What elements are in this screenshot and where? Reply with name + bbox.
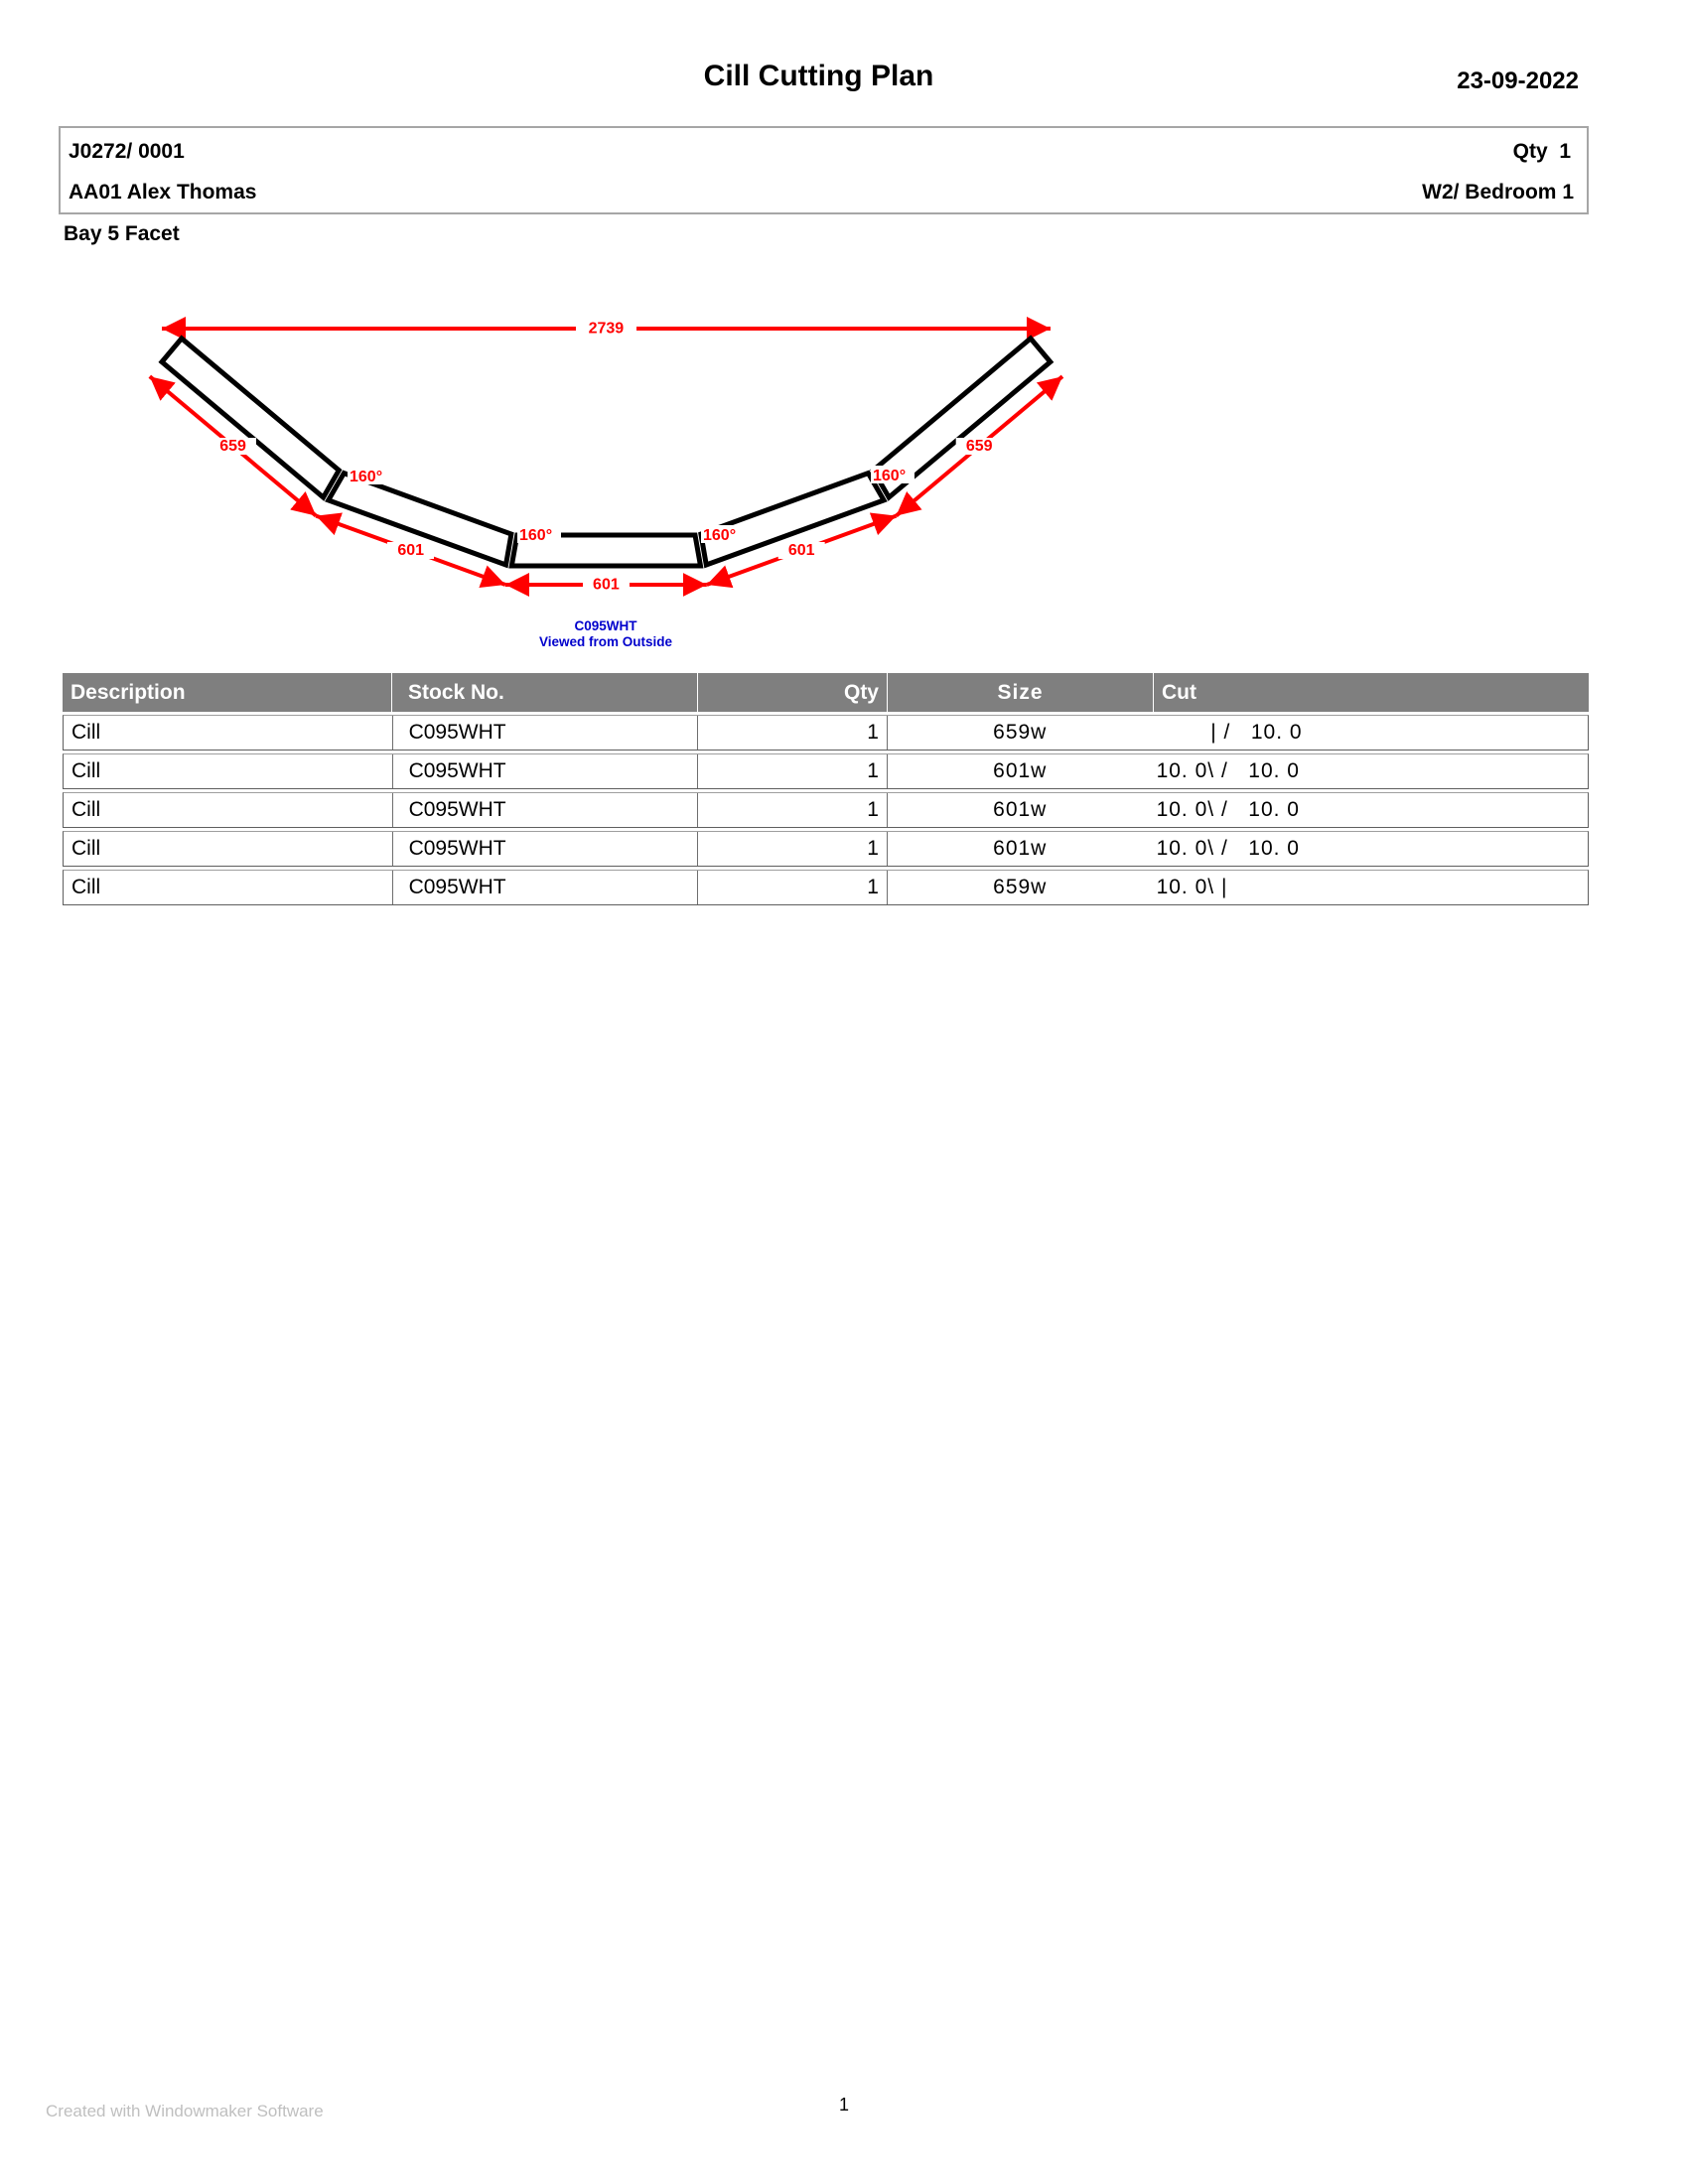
table-row [63, 715, 1589, 751]
table-row [63, 870, 1589, 905]
page-title: Cill Cutting Plan [703, 60, 934, 92]
cell-stock-no: C095WHT [392, 754, 698, 788]
dimension-label-seg2: 601 [397, 541, 425, 559]
cell-cut: 10. 0\ / 10. 0 [1156, 798, 1300, 821]
angle-label-2: 160° [519, 527, 553, 544]
column-header-size: Size [887, 673, 1153, 712]
cell-qty: 1 [697, 754, 887, 788]
cell-stock-no: C095WHT [392, 871, 698, 904]
cell-qty: 1 [697, 793, 887, 827]
job-item-name: AA01 Alex Thomas [69, 181, 257, 204]
cell-stock-no: C095WHT [392, 793, 698, 827]
software-credit: Created with Windowmaker Software [46, 2102, 324, 2120]
cell-size: 601w [887, 832, 1153, 866]
cell-description: Cill [71, 721, 101, 744]
cell-description: Cill [71, 876, 101, 898]
dimension-label-seg3: 601 [593, 576, 620, 594]
cell-cut: 10. 0\ / 10. 0 [1156, 837, 1300, 860]
dimension-label-seg1: 659 [219, 437, 246, 455]
cill-drawing [0, 0, 1192, 675]
drawing-note [539, 618, 673, 649]
job-info-box [59, 126, 1589, 214]
cell-cut: | / 10. 0 [1156, 721, 1303, 744]
angle-label-4: 160° [873, 468, 907, 484]
dimension-label-overall: 2739 [588, 320, 625, 338]
cell-description: Cill [71, 837, 101, 860]
cell-stock-no: C095WHT [392, 832, 698, 866]
job-reference: J0272/ 0001 [69, 140, 185, 163]
bay-type-label: Bay 5 Facet [64, 222, 180, 245]
cell-size: 659w [887, 871, 1153, 904]
table-row [63, 831, 1589, 867]
column-header-description: Description [70, 681, 186, 704]
cell-cut: 10. 0\ / 10. 0 [1156, 759, 1300, 782]
dimension-label-seg4: 601 [787, 541, 815, 559]
cutting-table [63, 673, 1589, 905]
cell-qty: 1 [697, 832, 887, 866]
table-header-row [63, 673, 1589, 712]
job-window-location: W2/ Bedroom 1 [1422, 181, 1574, 204]
table-row [63, 792, 1589, 828]
cell-qty: 1 [697, 871, 887, 904]
column-header-cut: Cut [1153, 673, 1589, 712]
angle-label-3: 160° [703, 527, 737, 544]
cell-size: 659w [887, 716, 1153, 750]
dimension-label-seg5: 659 [965, 437, 993, 455]
cill-outline [162, 339, 1051, 566]
page-number: 1 [838, 2095, 849, 2115]
column-header-qty: Qty [697, 673, 887, 712]
cell-stock-no: C095WHT [392, 716, 698, 750]
cell-description: Cill [71, 798, 101, 821]
report-date: 23-09-2022 [1457, 68, 1579, 94]
table-row [63, 753, 1589, 789]
column-header-stock-no: Stock No. [391, 673, 697, 712]
cell-size: 601w [887, 793, 1153, 827]
job-quantity: Qty 1 [1512, 140, 1571, 163]
cell-description: Cill [71, 759, 101, 782]
cell-cut: 10. 0\ | [1156, 876, 1228, 898]
angle-label-1: 160° [350, 469, 383, 485]
cell-size: 601w [887, 754, 1153, 788]
cell-qty: 1 [697, 716, 887, 750]
cill-facet-1 [162, 339, 339, 497]
viewed-from-outside-label: Viewed from Outside [538, 634, 673, 649]
stock-code-label: C095WHT [574, 618, 637, 633]
